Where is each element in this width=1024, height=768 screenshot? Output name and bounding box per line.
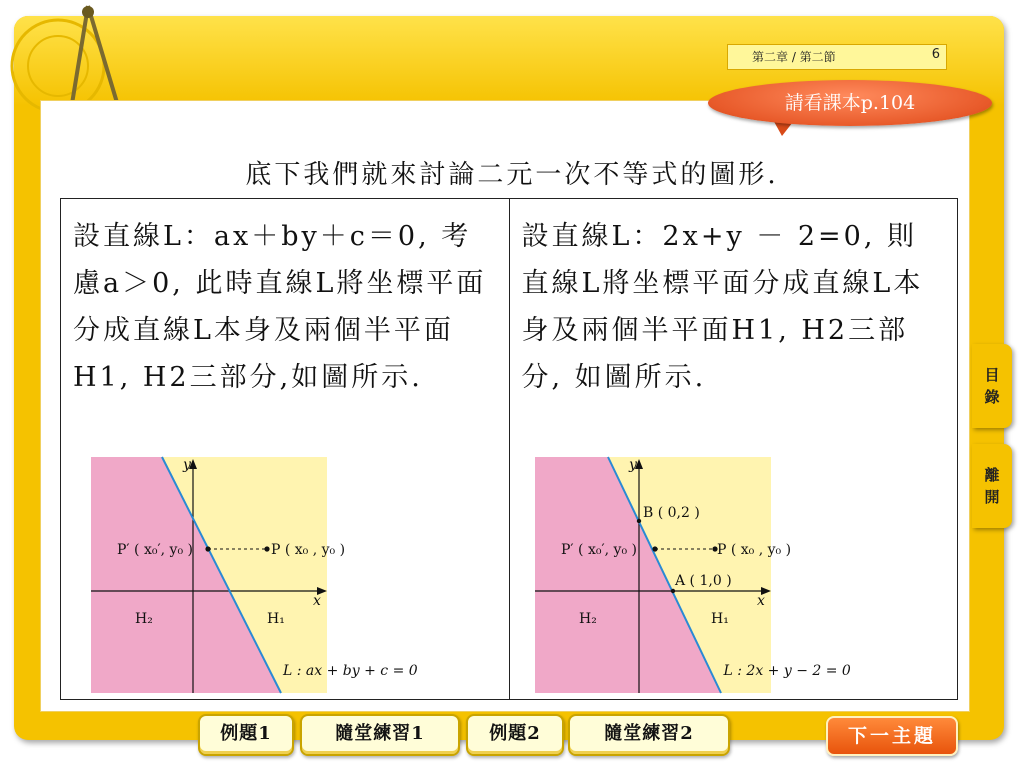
- example2-button[interactable]: 例題2: [466, 714, 564, 756]
- exit-tab-label: 離 開: [984, 466, 1000, 506]
- example1-button[interactable]: 例題1: [198, 714, 294, 756]
- left-pprime-label: P′ ( x₀′, y₀ ): [117, 542, 193, 558]
- right-cell: [509, 199, 958, 700]
- left-line-equation: L : ax + by + c = 0: [283, 663, 418, 679]
- right-point-b: [636, 519, 640, 523]
- practice2-button[interactable]: 隨堂練習2: [568, 714, 730, 756]
- right-h2-label: H₂: [578, 611, 597, 627]
- left-cell: [61, 199, 510, 700]
- slide-heading: 底下我們就來討論二元一次不等式的圖形.: [245, 160, 779, 190]
- practice1-button[interactable]: 隨堂練習1: [300, 714, 460, 756]
- next-topic-button[interactable]: 下一主題: [826, 716, 958, 756]
- right-a-label: A ( 1,0 ): [674, 573, 732, 589]
- page-number: 6: [931, 47, 940, 62]
- left-cell-text: 設直線L：ax＋by＋c＝0, 考慮a＞0, 此時直線L將坐標平面分成直線L本身及兩個半平面H1, H2三部分,如圖所示.: [73, 221, 487, 393]
- left-p-label: P ( x₀ , y₀ ): [271, 542, 346, 558]
- right-point-a: [670, 589, 674, 593]
- right-line-equation: L : 2x + y − 2 = 0: [723, 663, 851, 679]
- left-x-label: x: [313, 593, 321, 609]
- right-point-pprime: [652, 546, 657, 551]
- right-cell-text: 設直線L：2x+y － 2=0, 則直線L將坐標平面分成直線L本身及兩個半平面H1, H2三部分, 如圖所示.: [521, 221, 924, 393]
- contents-tab[interactable]: [972, 344, 1012, 428]
- chapter-label: 第二章 / 第二節: [752, 50, 836, 64]
- chapter-indicator: [727, 44, 947, 70]
- left-point-pprime: [205, 546, 210, 551]
- content-table: [60, 198, 958, 700]
- right-h1-label: H₁: [710, 611, 729, 627]
- left-y-label: y: [183, 457, 191, 473]
- contents-tab-label: 目 錄: [984, 366, 1000, 406]
- right-pprime-label: P′ ( x₀′, y₀ ): [560, 542, 637, 558]
- exit-tab[interactable]: [972, 444, 1012, 528]
- right-b-label: B ( 0,2 ): [642, 505, 700, 521]
- left-point-p: [264, 546, 269, 551]
- textbook-reference-callout: 請看課本p.104: [708, 80, 992, 126]
- left-h2-label: H₂: [135, 611, 153, 627]
- right-y-label: y: [628, 457, 637, 473]
- left-h1-label: H₁: [267, 611, 285, 627]
- left-graph: [91, 457, 346, 693]
- right-p-label: P ( x₀ , y₀ ): [716, 542, 791, 558]
- right-x-label: x: [756, 593, 765, 609]
